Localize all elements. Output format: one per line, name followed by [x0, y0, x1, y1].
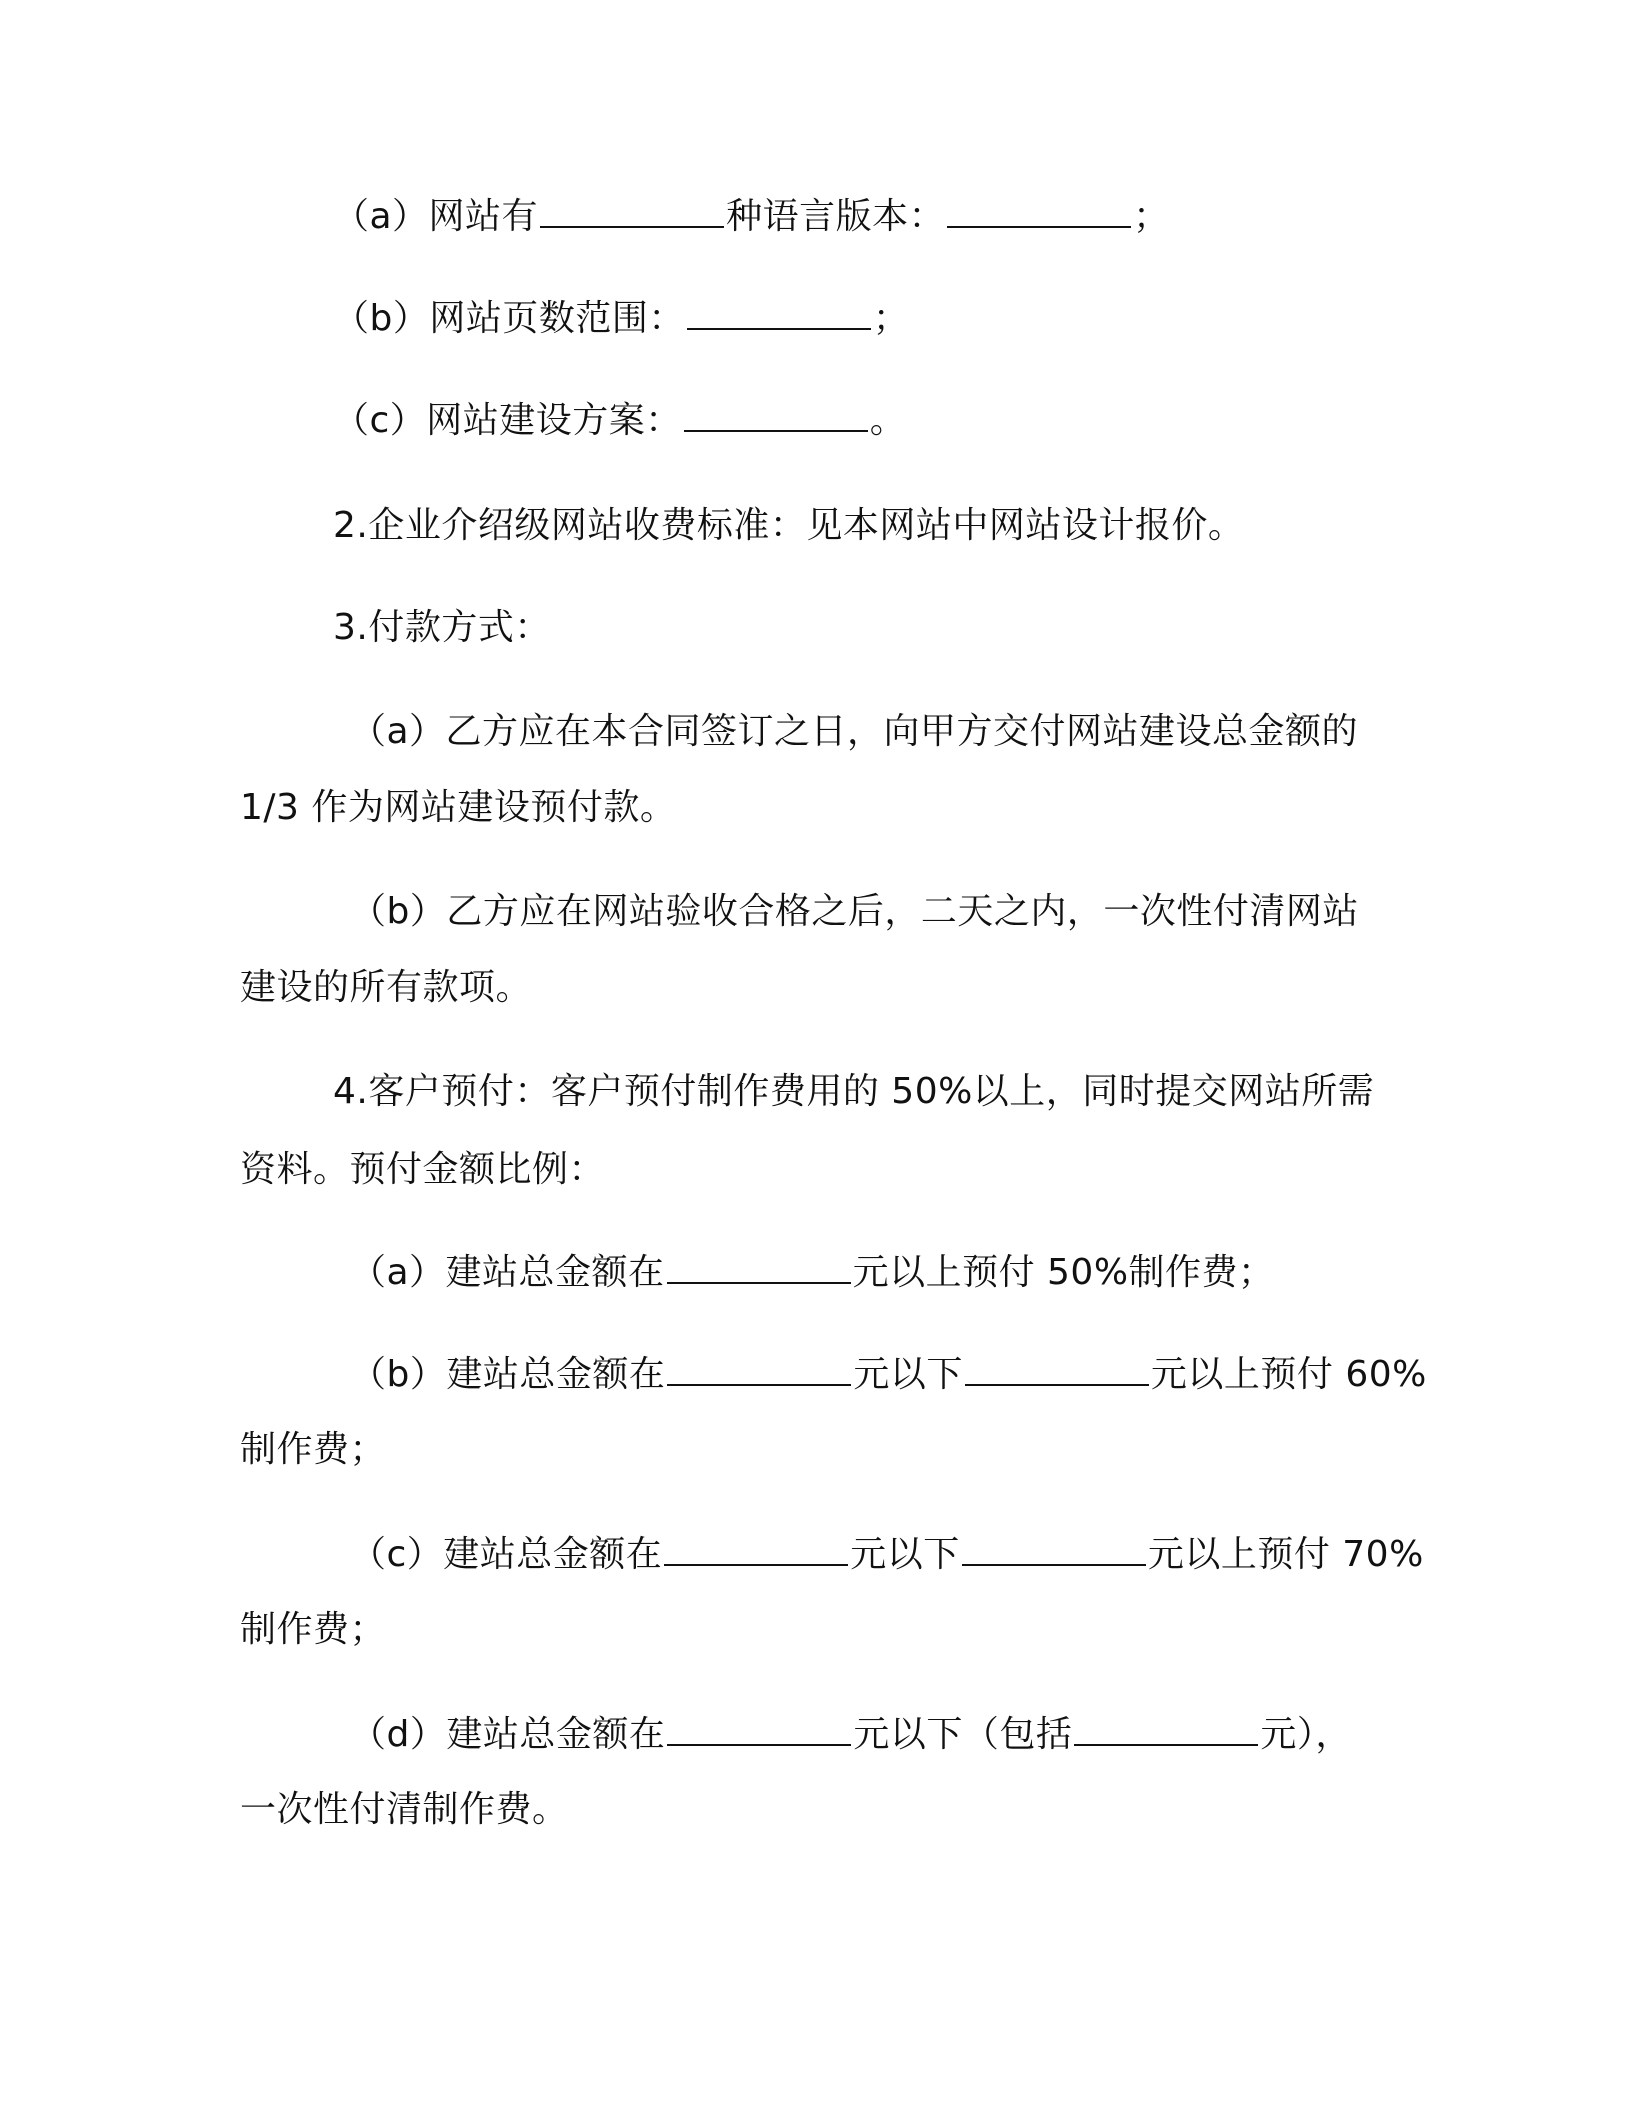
item-page-range — [333, 294, 909, 343]
payment-method-heading: 3.付款方式： — [333, 607, 551, 648]
fee-standard-paragraph: 2.企业介绍级网站收费标准：见本网站中网站设计报价。 — [333, 505, 1245, 546]
item-construction-plan — [333, 396, 906, 445]
text: （b）建站总金额在 — [350, 1354, 666, 1395]
text: 元）， — [1260, 1714, 1352, 1755]
text: 。 — [869, 400, 907, 441]
text: 元以下 — [850, 1534, 960, 1575]
blank-line — [684, 396, 868, 432]
text: 元以上预付 50%制作费； — [852, 1252, 1275, 1293]
prepay-tier-b-line1 — [350, 1350, 1427, 1399]
blank-line — [965, 1350, 1149, 1386]
blank-line — [947, 192, 1131, 228]
text: （d）建站总金额在 — [350, 1714, 666, 1755]
text: （c）建站总金额在 — [350, 1534, 663, 1575]
prepay-tier-a — [350, 1248, 1275, 1297]
item-language-versions — [333, 192, 1170, 241]
blank-line — [1074, 1710, 1258, 1746]
text: （c）网站建设方案： — [333, 400, 682, 441]
payment-item-b-line1: （b）乙方应在网站验收合格之后，二天之内，一次性付清网站 — [350, 891, 1359, 932]
prepay-tier-b-line2: 制作费； — [240, 1429, 387, 1470]
prepay-tier-d-line2: 一次性付清制作费。 — [240, 1789, 569, 1830]
text: 元以上预付 60% — [1150, 1354, 1427, 1395]
prepay-tier-d-line1 — [350, 1710, 1352, 1759]
payment-item-a-line1: （a）乙方应在本合同签订之日，向甲方交付网站建设总金额的 — [350, 711, 1359, 752]
blank-line — [667, 1710, 851, 1746]
blank-line — [667, 1350, 851, 1386]
prepay-tier-c-line1 — [350, 1530, 1424, 1579]
text: （a）建站总金额在 — [350, 1252, 665, 1293]
prepay-tier-c-line2: 制作费； — [240, 1609, 387, 1650]
prepayment-line2: 资料。预付金额比例： — [240, 1149, 606, 1190]
blank-line — [667, 1248, 851, 1284]
text: 元以上预付 70% — [1147, 1534, 1424, 1575]
text: ； — [872, 298, 910, 339]
text: 种语言版本： — [726, 196, 946, 237]
payment-item-b-line2: 建设的所有款项。 — [240, 967, 533, 1008]
blank-line — [687, 294, 871, 330]
text: （a）网站有 — [333, 196, 539, 237]
blank-line — [540, 192, 724, 228]
blank-line — [962, 1530, 1146, 1566]
text: 元以下 — [853, 1354, 963, 1395]
text: （b）网站页数范围： — [333, 298, 685, 339]
payment-item-a-line2: 1/3 作为网站建设预付款。 — [240, 787, 677, 828]
blank-line — [664, 1530, 848, 1566]
prepayment-line1: 4.客户预付：客户预付制作费用的 50%以上，同时提交网站所需 — [333, 1071, 1375, 1112]
text: ； — [1133, 196, 1170, 237]
text: 元以下（包括 — [853, 1714, 1073, 1755]
